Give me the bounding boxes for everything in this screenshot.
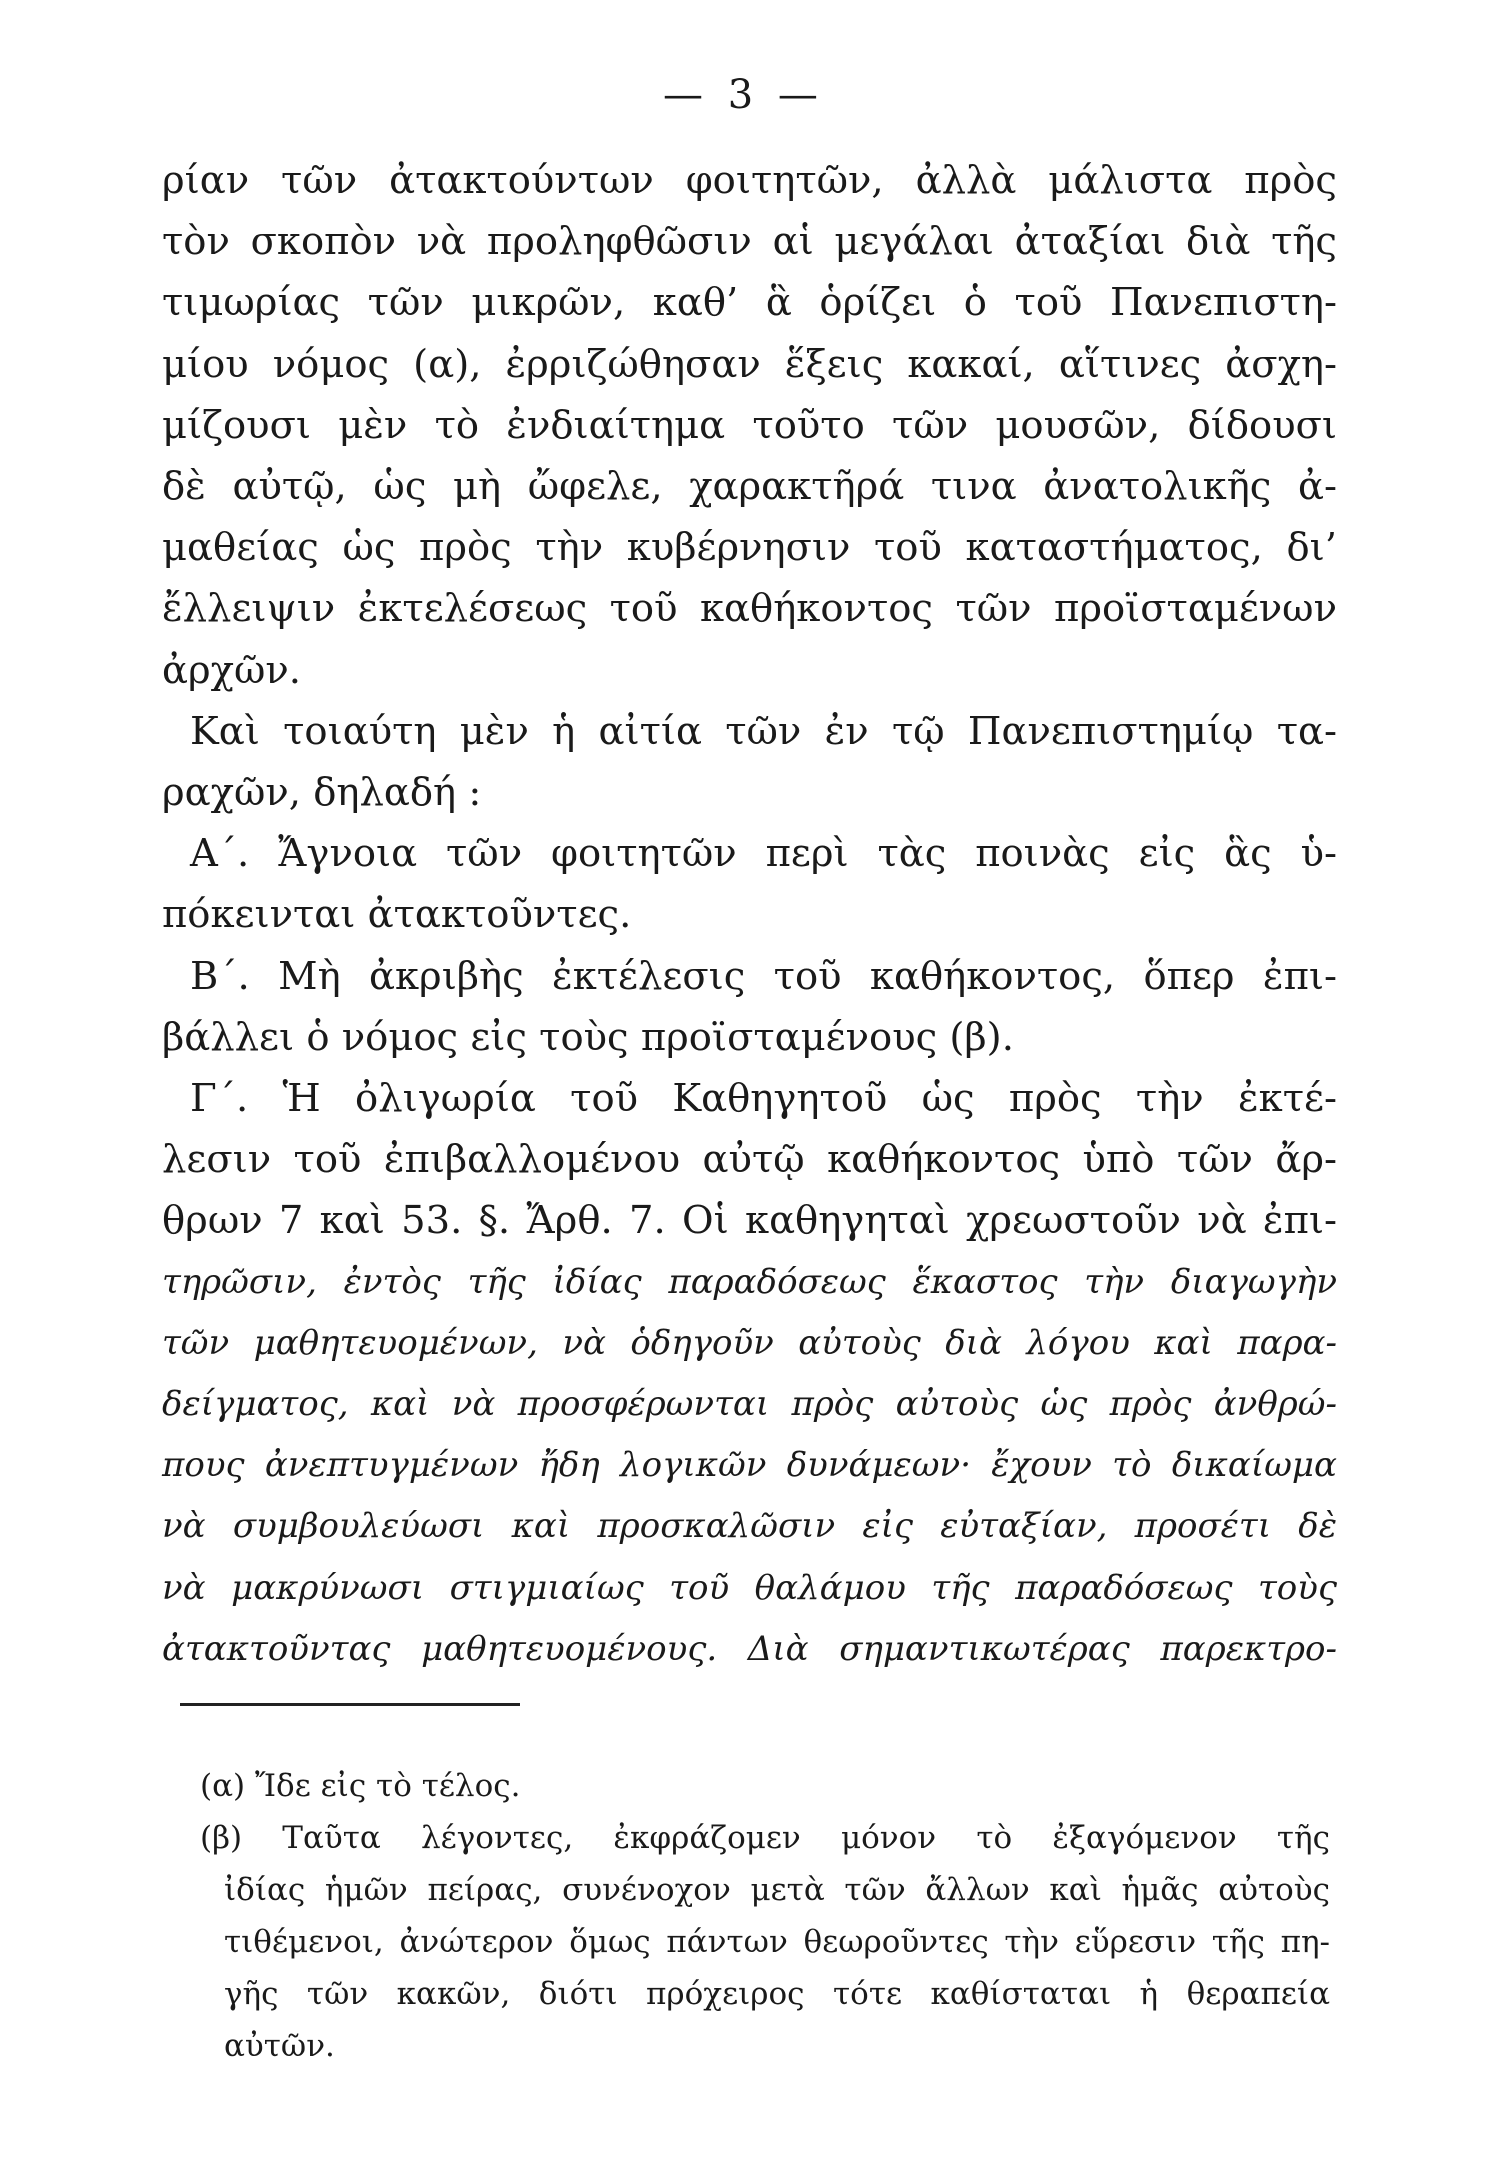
text-line: θρων 7 καὶ 53. §. Ἄρθ. 7. Οἱ καθηγηταὶ χρεωστοῦν νὰ ἐπι-: [162, 1198, 1337, 1244]
paragraph-start-line: Καὶ τοιαύτη μὲν ἡ αἰτία τῶν ἐν τῷ Πανεπιστημίῳ τα-: [190, 708, 1337, 754]
quoted-law-line: νὰ συμβουλεύωσι καὶ προσκαλῶσιν εἰς εὐταξίαν, προσέτι δὲ: [162, 1506, 1337, 1547]
footnote-b-line: αὐτῶν.: [224, 2028, 335, 2064]
text-line: βάλλει ὁ νόμος εἰς τοὺς προϊσταμένους (β).: [162, 1014, 1014, 1060]
quoted-law-line: δείγματος, καὶ νὰ προσφέρωνται πρὸς αὐτοὺς ὡς πρὸς ἀνθρώ-: [162, 1384, 1337, 1425]
footnote-b-line: ἰδίας ἡμῶν πείρας, συνένοχον μετὰ τῶν ἄλλων καὶ ἡμᾶς αὐτοὺς: [224, 1872, 1330, 1908]
text-line: τιμωρίας τῶν μικρῶν, καθ’ ἃ ὁρίζει ὁ τοῦ Πανεπιστη-: [162, 280, 1337, 326]
quoted-law-line: πους ἀνεπτυγμένων ἤδη λογικῶν δυνάμεων· ἔχουν τὸ δικαίωμα: [162, 1445, 1337, 1486]
list-item-c-line: Γ΄. Ἡ ὀλιγωρία τοῦ Καθηγητοῦ ὡς πρὸς τὴν ἐκτέ-: [190, 1076, 1337, 1122]
text-line: μαθείας ὡς πρὸς τὴν κυβέρνησιν τοῦ καταστήματος, δι’: [162, 525, 1337, 571]
text-line: πόκεινται ἀτακτοῦντες.: [162, 892, 632, 938]
main-text: [162, 150, 1337, 1680]
quoted-law-line: νὰ μακρύνωσι στιγμιαίως τοῦ θαλάμου τῆς παραδόσεως τοὺς: [162, 1567, 1337, 1608]
text-line: μίου νόμος (α), ἐρριζώθησαν ἕξεις κακαί, αἵτινες ἀσχη-: [162, 341, 1337, 387]
text-line: μίζουσι μὲν τὸ ἐνδιαίτημα τοῦτο τῶν μουσῶν, δίδουσι: [162, 402, 1337, 448]
footnote-b-line: (β) Ταῦτα λέγοντες, ἐκφράζομεν μόνον τὸ ἐξαγόμενον τῆς: [200, 1820, 1330, 1856]
footnote-b-line: γῆς τῶν κακῶν, διότι πρόχειρος τότε καθίσταται ἡ θεραπεία: [224, 1976, 1330, 2012]
text-line: τὸν σκοπὸν νὰ προληφθῶσιν αἱ μεγάλαι ἀταξίαι διὰ τῆς: [162, 219, 1337, 265]
footnotes: [200, 1760, 1330, 2072]
footnote-separator: [180, 1703, 520, 1706]
quoted-law-line: ἀτακτοῦντας μαθητευομένους. Διὰ σημαντικωτέρας παρεκτρο-: [162, 1628, 1337, 1669]
text-line: ρίαν τῶν ἀτακτούντων φοιτητῶν, ἀλλὰ μάλιστα πρὸς: [162, 158, 1337, 203]
quoted-law-line: τηρῶσιν, ἐντὸς τῆς ἰδίας παραδόσεως ἕκαστος τὴν διαγωγὴν: [162, 1261, 1337, 1302]
quoted-law-line: τῶν μαθητευομένων, νὰ ὁδηγοῦν αὐτοὺς διὰ λόγου καὶ παρα-: [162, 1322, 1337, 1363]
text-line: ραχῶν, δηλαδή :: [162, 770, 482, 816]
text-line: δὲ αὐτῷ, ὡς μὴ ὤφελε, χαρακτῆρά τινα ἀνατολικῆς ἀ-: [162, 464, 1337, 510]
text-line: ἀρχῶν.: [162, 647, 301, 693]
list-item-a-line: Α΄. Ἄγνοια τῶν φοιτητῶν περὶ τὰς ποινὰς εἰς ἃς ὑ-: [190, 831, 1337, 877]
footnote-b-line: τιθέμενοι, ἀνώτερον ὅμως πάντων θεωροῦντες τὴν εὕρεσιν τῆς πη-: [224, 1924, 1330, 1960]
text-line: λεσιν τοῦ ἐπιβαλλομένου αὐτῷ καθήκοντος ὑπὸ τῶν ἄρ-: [162, 1137, 1337, 1183]
list-item-b-line: Β΄. Μὴ ἀκριβὴς ἐκτέλεσις τοῦ καθήκοντος, ὅπερ ἐπι-: [190, 953, 1337, 999]
text-line: ἔλλειψιν ἐκτελέσεως τοῦ καθήκοντος τῶν προϊσταμένων: [162, 586, 1337, 632]
page-number: — 3 —: [663, 72, 824, 118]
footnote-a: (α) Ἴδε εἰς τὸ τέλος.: [200, 1768, 521, 1804]
